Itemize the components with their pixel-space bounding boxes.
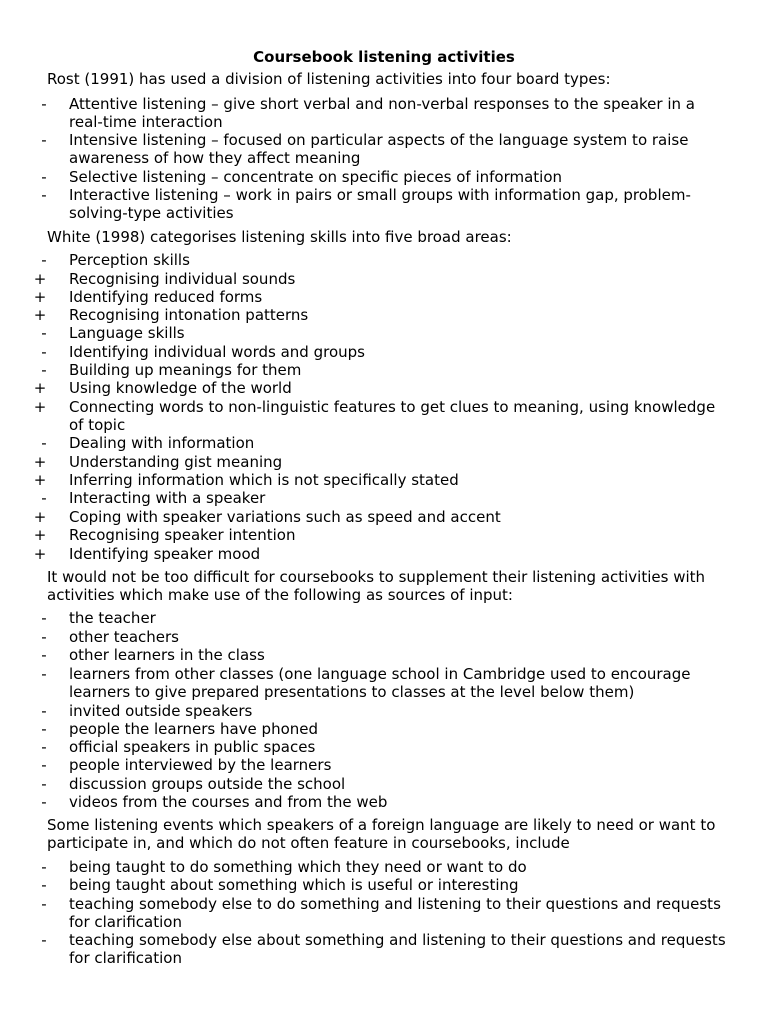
list-marker: - bbox=[41, 186, 47, 204]
list-marker: - bbox=[41, 702, 47, 720]
list-item-text: Recognising speaker intention bbox=[69, 526, 296, 544]
list-item-text: Recognising individual sounds bbox=[69, 270, 296, 288]
list-item-text: Identifying individual words and groups bbox=[69, 343, 365, 361]
list-item-text: Intensive listening – focused on particular aspects of the language system to raise awareness of how they affect meaning bbox=[69, 131, 689, 168]
list-marker: - bbox=[41, 793, 47, 811]
list-marker: - bbox=[41, 646, 47, 664]
page-title: Coursebook listening activities bbox=[253, 48, 515, 66]
list-item-text: Language skills bbox=[69, 324, 185, 342]
list-item-text: teaching somebody else to do something and listening to their questions and requests for clarification bbox=[69, 895, 721, 932]
list-marker: - bbox=[41, 609, 47, 627]
list-marker: - bbox=[41, 489, 47, 507]
list-marker: - bbox=[41, 95, 47, 113]
list-marker: + bbox=[33, 379, 47, 397]
list-marker: - bbox=[41, 858, 47, 876]
list-marker: - bbox=[41, 756, 47, 774]
list-item-text: Interactive listening – work in pairs or small groups with information gap, problem-solving-type activities bbox=[69, 186, 691, 223]
list-item-text: official speakers in public spaces bbox=[69, 738, 316, 756]
list-item-text: Selective listening – concentrate on specific pieces of information bbox=[69, 168, 563, 186]
list-marker: - bbox=[41, 131, 47, 149]
list-item-text: discussion groups outside the school bbox=[69, 775, 346, 793]
list-item-text: Dealing with information bbox=[69, 434, 255, 452]
list-marker: - bbox=[41, 343, 47, 361]
list-item-text: invited outside speakers bbox=[69, 702, 253, 720]
list-marker: - bbox=[41, 720, 47, 738]
list-item-text: people interviewed by the learners bbox=[69, 756, 332, 774]
list-marker: - bbox=[41, 168, 47, 186]
list-marker: - bbox=[41, 775, 47, 793]
list-item-text: other learners in the class bbox=[69, 646, 265, 664]
list-marker: - bbox=[41, 361, 47, 379]
list-item-text: Inferring information which is not specifically stated bbox=[69, 471, 459, 489]
list-item-text: being taught to do something which they need or want to do bbox=[69, 858, 527, 876]
list-marker: + bbox=[33, 526, 47, 544]
section-intro: It would not be too difficult for coursebooks to supplement their listening activities with activities which make use of the following as sources of input: bbox=[47, 568, 706, 605]
list-item-text: Interacting with a speaker bbox=[69, 489, 266, 507]
list-marker: - bbox=[41, 324, 47, 342]
list-marker: - bbox=[41, 251, 47, 269]
list-marker: - bbox=[41, 628, 47, 646]
list-item-text: Understanding gist meaning bbox=[69, 453, 283, 471]
section-intro: Rost (1991) has used a division of listening activities into four board types: bbox=[47, 70, 611, 88]
list-marker: - bbox=[41, 434, 47, 452]
list-item-text: being taught about something which is useful or interesting bbox=[69, 876, 519, 894]
list-item-text: teaching somebody else about something and listening to their questions and requests for clarification bbox=[69, 931, 726, 968]
list-item-text: Coping with speaker variations such as speed and accent bbox=[69, 508, 501, 526]
list-marker: - bbox=[41, 895, 47, 913]
section-intro: White (1998) categorises listening skills into five broad areas: bbox=[47, 228, 512, 246]
list-item-text: Connecting words to non-linguistic features to get clues to meaning, using knowledge of topic bbox=[69, 398, 716, 435]
list-item-text: the teacher bbox=[69, 609, 156, 627]
list-item-text: Using knowledge of the world bbox=[69, 379, 292, 397]
list-marker: + bbox=[33, 398, 47, 416]
list-marker: + bbox=[33, 545, 47, 563]
list-marker: - bbox=[41, 665, 47, 683]
list-marker: + bbox=[33, 508, 47, 526]
list-item-text: people the learners have phoned bbox=[69, 720, 319, 738]
list-item-text: Identifying speaker mood bbox=[69, 545, 261, 563]
list-marker: + bbox=[33, 453, 47, 471]
list-marker: + bbox=[33, 288, 47, 306]
list-item-text: Building up meanings for them bbox=[69, 361, 302, 379]
list-marker: + bbox=[33, 270, 47, 288]
list-marker: + bbox=[33, 471, 47, 489]
list-item-text: Attentive listening – give short verbal and non-verbal responses to the speaker in a real-time interaction bbox=[69, 95, 695, 132]
list-item-text: Recognising intonation patterns bbox=[69, 306, 309, 324]
section-intro: Some listening events which speakers of a foreign language are likely to need or want to participate in, and which do not often feature in coursebooks, include bbox=[47, 816, 716, 853]
list-item-text: Perception skills bbox=[69, 251, 190, 269]
list-marker: - bbox=[41, 738, 47, 756]
list-marker: + bbox=[33, 306, 47, 324]
list-item-text: learners from other classes (one language school in Cambridge used to encourage learners to give prepared presentations to classes at the level below them) bbox=[69, 665, 691, 702]
list-item-text: videos from the courses and from the web bbox=[69, 793, 388, 811]
list-marker: - bbox=[41, 931, 47, 949]
list-item-text: other teachers bbox=[69, 628, 179, 646]
list-marker: - bbox=[41, 876, 47, 894]
list-item-text: Identifying reduced forms bbox=[69, 288, 263, 306]
